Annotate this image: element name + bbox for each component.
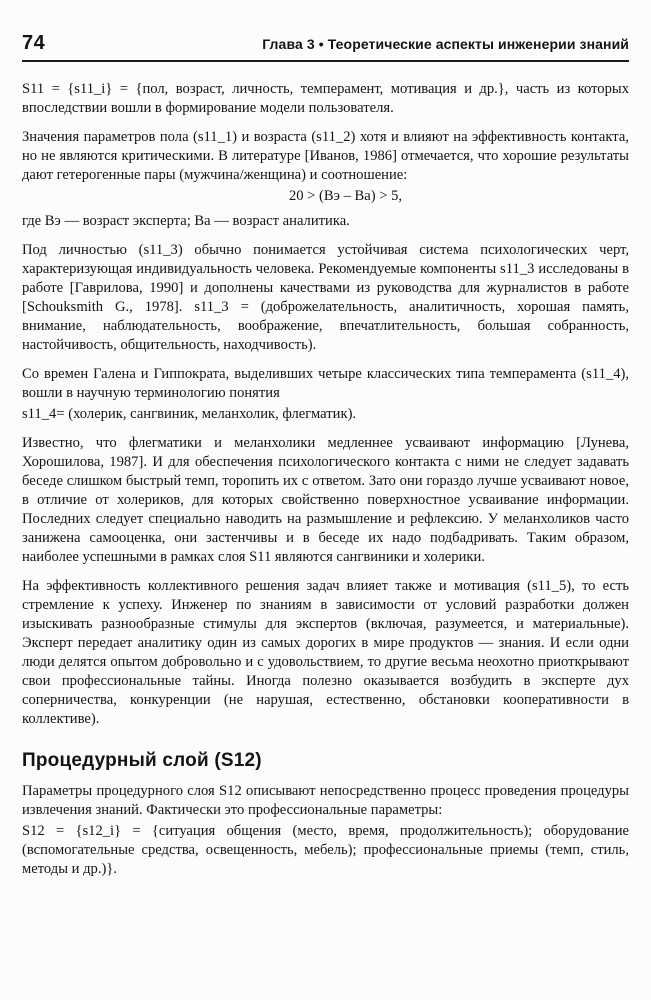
paragraph-phlegmatics: Известно, что флегматики и меланхолики медленнее усваивают информацию [Лунева, Хорошилова, 1987]. И для обеспечения психологического контакта с ними не следует задавать беседе слишком быстрый темп, торопить их с ответом. Зато они гораздо лучше усваивают новое, в отличие от холериков, для которых свойственно поверхностное усваивание информации. Последних следует специально наводить на размышление и рефлексию. У меланхоликов часто занижена самооценка, они застенчивы и в беседе их надо подбадривать. Таким образом, наиболее успешными в рамках слоя S11 являются сангвиники и холерики. xyxy=(22,435,629,565)
paragraph-motivation: На эффективность коллективного решения задач влияет также и мотивация (s11_5), то есть стремление к успеху. Инженер по знаниям в зависимости от условий разработки должен изыскивать разнообразные стимулы для экспертов (включая, разумеется, и материальные). Эксперт передает аналитику один из самых дорогих в мире продуктов — знания. И если одни люди делятся опытом добровольно и с удовольствием, то другие весьма неохотно приоткрывают свои профессиональные тайны. Иногда полезно оказывается возбудить в эксперте дух соперничества, конкуренции (не нарушая, естественно, обстановки кооперативности в коллективе). xyxy=(22,578,629,727)
paragraph-gender-age: Значения параметров пола (s11_1) и возраста (s11_2) хотя и влияют на эффективность контакта, но не являются критическими. В литературе [Иванов, 1986] отмечается, что хорошие результаты дают гетерогенные пары (мужчина/женщина) и соотношение: xyxy=(22,129,629,183)
page-number: 74 xyxy=(22,32,46,54)
paragraph-procedural-params: Параметры процедурного слоя S12 описывают непосредственно процесс проведения процедуры извлечения знаний. Фактически это профессиональные параметры: xyxy=(22,783,629,818)
paragraph-temperament-set: s11_4= (холерик, сангвиник, меланхолик, флегматик). xyxy=(22,406,357,422)
paragraph-formula-legend: где Bэ — возраст эксперта; Bа — возраст аналитика. xyxy=(22,213,350,229)
page-body xyxy=(22,80,629,889)
running-head: Глава 3 • Теоретические аспекты инженерии знаний xyxy=(262,36,629,52)
age-formula: 20 > (Bэ – Bа) > 5, xyxy=(288,188,403,204)
paragraph-s12-definition: S12 = {s12_i} = {ситуация общения (место, время, продолжительность); оборудование (вспомогательные средства, освещенность, мебель); профессиональные приемы (темп, стиль, методы и др.)}. xyxy=(22,823,629,877)
section-heading-procedural-layer: Процедурный слой (S12) xyxy=(22,750,262,771)
page-header xyxy=(22,30,629,62)
paragraph-personality: Под личностью (s11_3) обычно понимается устойчивая система психологических черт, характеризующая индивидуальность человека. Рекомендуемые компоненты s11_3 исследованы в работе [Гаврилова, 1990] и дополнены качествами из руководства для журналистов в работе [Schouksmith G., 1978]. s11_3 = (доброжелательность, аналитичность, хорошая память, внимание, наблюдательность, воображение, впечатлительность, большая собранность, настойчивость, общительность, находчивость). xyxy=(22,242,629,353)
paragraph-temperament: Со времен Галена и Гиппократа, выделивших четыре классических типа темперамента (s11_4), вошли в научную терминологию понятия xyxy=(22,366,629,401)
paragraph-s11-definition: S11 = {s11_i} = {пол, возраст, личность, темперамент, мотивация и др.}, часть из которых впоследствии вошли в формирование модели пользователя. xyxy=(22,81,629,116)
